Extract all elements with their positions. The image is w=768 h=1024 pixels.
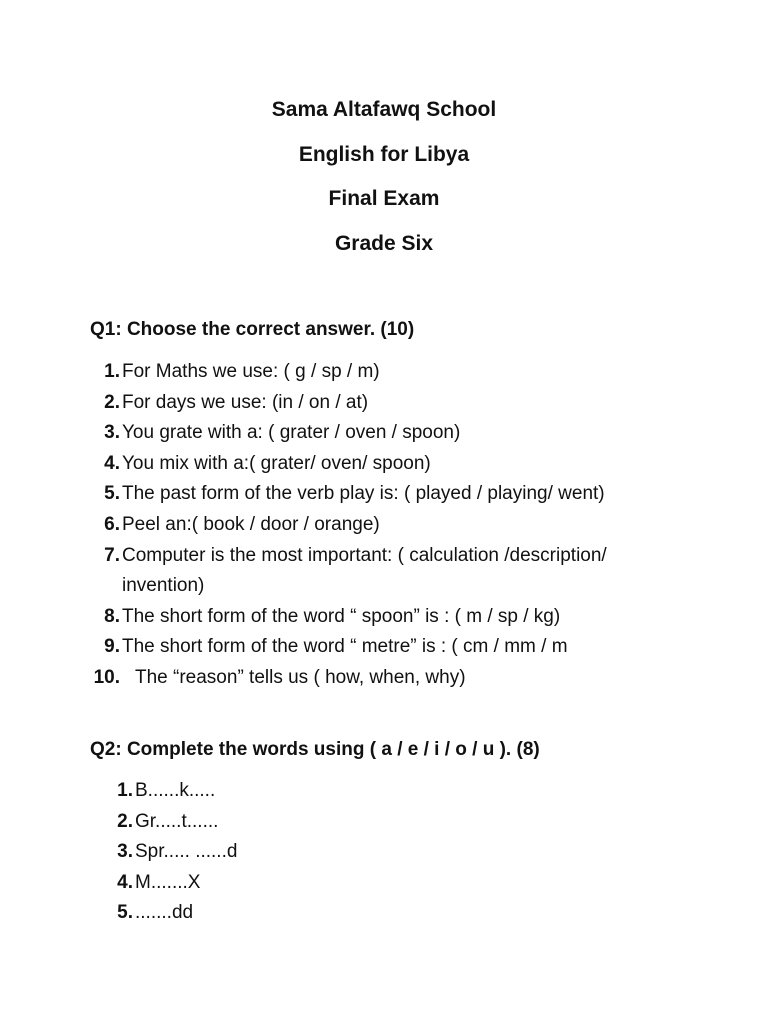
grade-label: Grade Six [334,232,434,255]
item-text: M.......X [135,871,201,893]
item-number: 4. [104,452,120,474]
list-item [117,837,238,868]
item-text: You mix with a:( grater/ oven/ spoon) [122,452,431,474]
list-item [104,602,682,633]
q2-heading: Q2: Complete the words using ( a / e / i / o / u ). (8) [90,739,540,760]
item-text: You grate with a: ( grater / oven / spoon) [122,422,461,444]
list-item [117,898,237,929]
item-number: 1. [104,361,120,382]
list-item [104,449,682,480]
list-item [93,663,682,694]
school-name: Sama Altafawq School [271,98,497,121]
item-number: 3. [104,422,120,444]
list-item [104,632,682,663]
item-text: For days we use: (in / on / at) [122,391,369,413]
list-item [104,510,682,541]
list-item [104,388,682,419]
list-item [117,807,237,838]
item-text: The “reason” tells us ( how, when, why) [135,666,466,688]
list-item [104,479,682,510]
item-number: 3. [117,841,133,863]
q1-heading: Q1: Choose the correct answer. (10) [90,319,415,340]
item-text: Spr..... ......d [135,841,238,863]
list-item [104,357,682,388]
item-text: For Maths we use: ( g / sp / m) [122,361,380,382]
q2-question-list [117,776,238,929]
item-number: 10. [93,666,120,688]
item-number: 2. [104,391,120,413]
item-text: The past form of the verb play is: ( played / playing/ went) [122,483,605,505]
item-text: .......dd [135,902,194,924]
item-number: 5. [104,483,120,505]
exam-title: Final Exam [328,187,440,210]
subject-title: English for Libya [298,143,470,166]
list-item [104,541,682,602]
item-number: 5. [117,902,133,924]
item-text: The short form of the word “ metre” is : ( cm / mm / m [122,636,568,658]
list-item [117,868,237,899]
list-item [117,776,237,807]
item-number: 2. [117,810,133,832]
item-number: 6. [104,513,120,535]
item-text: Peel an:( book / door / orange) [122,513,380,535]
item-number: 4. [117,871,133,893]
item-text: B......k..... [135,780,216,801]
item-text: Computer is the most important: ( calculation /description/ invention) [122,544,607,597]
q1-question-list [93,357,682,694]
item-number: 1. [117,780,133,801]
item-text: Gr.....t...... [135,810,219,832]
item-number: 7. [104,544,120,566]
list-item [104,418,682,449]
item-number: 9. [104,636,120,658]
item-number: 8. [104,605,120,627]
item-text: The short form of the word “ spoon” is : ( m / sp / kg) [122,605,561,627]
